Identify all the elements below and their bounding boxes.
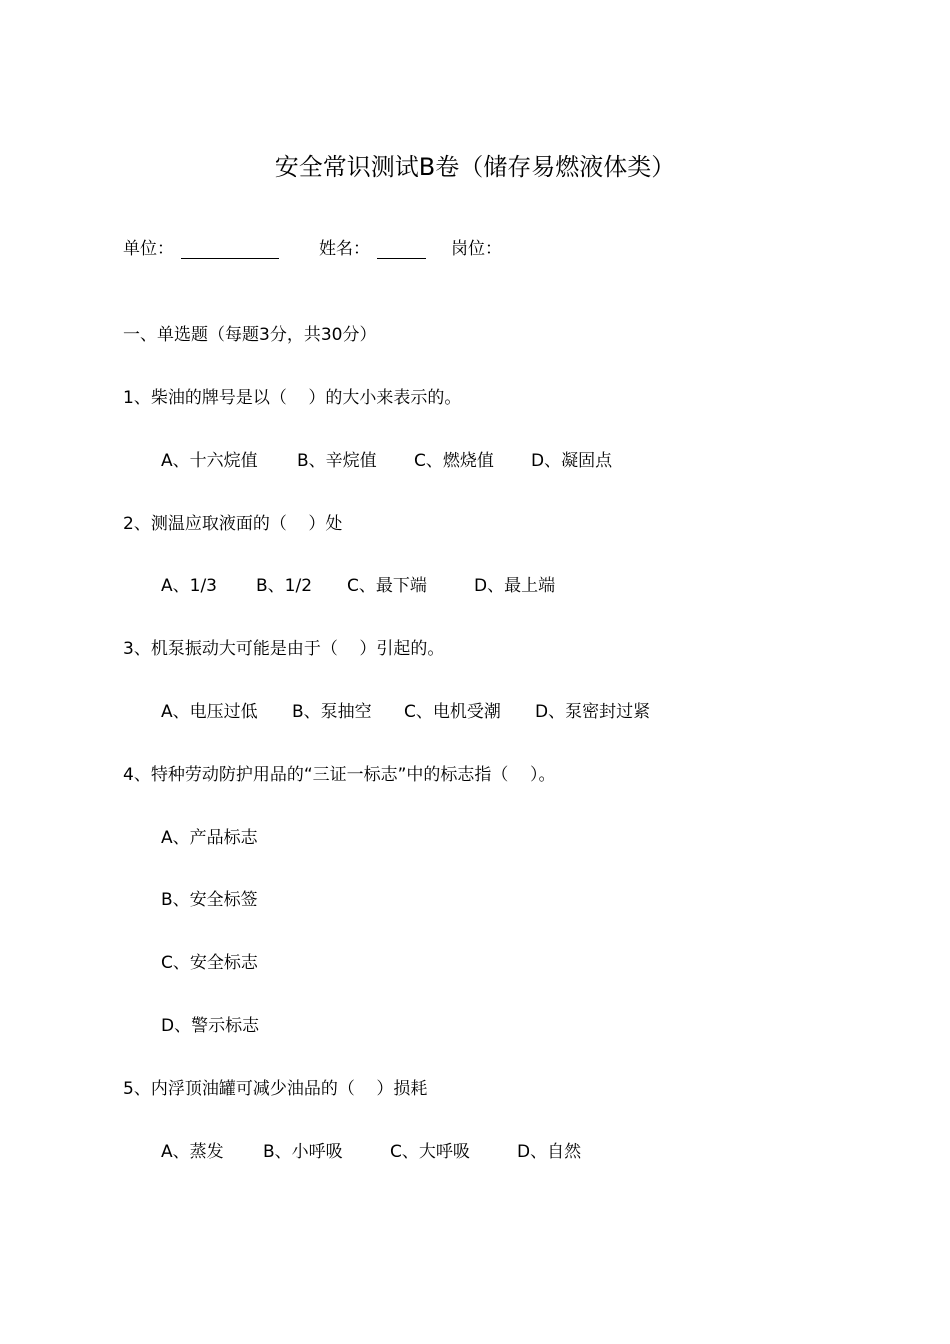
question-3-text: 3、机泵振动大可能是由于（ ）引起的。 bbox=[123, 639, 445, 659]
q5-option-a: A、蒸发 bbox=[161, 1142, 224, 1162]
q2-option-a: A、1/3 bbox=[161, 576, 217, 596]
q4-option-d: D、警示标志 bbox=[161, 1016, 260, 1036]
q5-option-c: C、大呼吸 bbox=[390, 1142, 470, 1162]
q3-option-b: B、泵抽空 bbox=[292, 702, 372, 722]
q2-option-d: D、最上端 bbox=[474, 576, 556, 596]
question-5-text: 5、内浮顶油罐可减少油品的（ ）损耗 bbox=[123, 1079, 428, 1099]
q3-option-a: A、电压过低 bbox=[161, 702, 258, 722]
question-1-text: 1、柴油的牌号是以（ ）的大小来表示的。 bbox=[123, 388, 462, 408]
q3-option-d: D、泵密封过紧 bbox=[535, 702, 651, 722]
q3-option-c: C、电机受潮 bbox=[404, 702, 501, 722]
q1-option-a: A、十六烷值 bbox=[161, 451, 258, 471]
q1-option-c: C、燃烧值 bbox=[414, 451, 494, 471]
q2-option-c: C、最下端 bbox=[347, 576, 427, 596]
question-2-text: 2、测温应取液面的（ ）处 bbox=[123, 514, 343, 534]
q1-option-b: B、辛烷值 bbox=[297, 451, 377, 471]
q4-option-b: B、安全标签 bbox=[161, 890, 258, 910]
name-blank bbox=[377, 258, 426, 259]
page-title: 安全常识测试B卷（储存易燃液体类） bbox=[274, 153, 676, 182]
name-label: 姓名： bbox=[319, 239, 370, 259]
q1-option-d: D、凝固点 bbox=[531, 451, 613, 471]
q5-option-b: B、小呼吸 bbox=[263, 1142, 343, 1162]
question-4-text: 4、特种劳动防护用品的“三证一标志”中的标志指（ ）。 bbox=[123, 765, 556, 785]
q4-option-c: C、安全标志 bbox=[161, 953, 258, 973]
unit-label: 单位： bbox=[123, 239, 174, 259]
section-heading: 一、单选题（每题3分，共30分） bbox=[123, 325, 377, 345]
q4-option-a: A、产品标志 bbox=[161, 828, 258, 848]
q5-option-d: D、自然 bbox=[517, 1142, 582, 1162]
post-label: 岗位： bbox=[451, 239, 502, 259]
unit-blank bbox=[181, 258, 279, 259]
q2-option-b: B、1/2 bbox=[256, 576, 313, 596]
